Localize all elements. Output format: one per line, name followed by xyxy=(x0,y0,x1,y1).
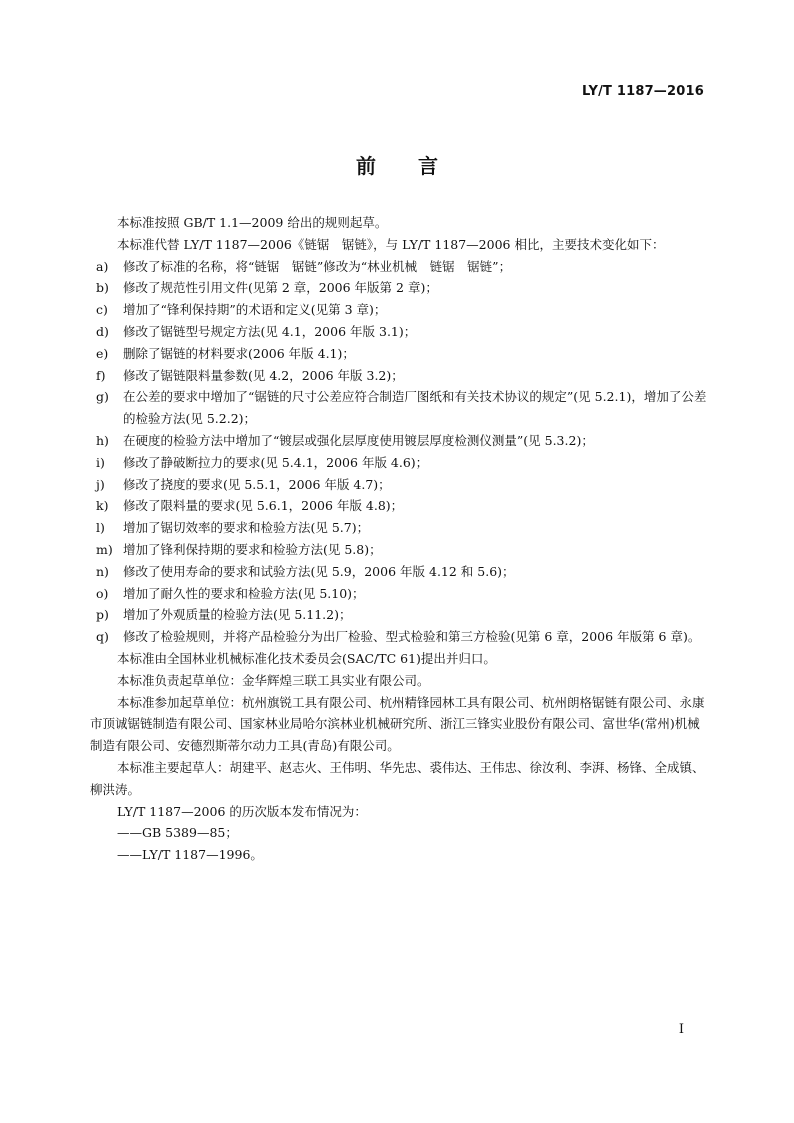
list-item xyxy=(96,517,707,539)
main-drafters-paragraph: 本标准主要起草人：胡建平、赵志火、王伟明、华先忠、裘伟达、王伟忠、徐汝利、李湃、杨锋、全成镇、柳洪涛。 xyxy=(90,759,705,797)
list-item xyxy=(96,474,707,496)
list-marker: b) xyxy=(96,280,109,296)
list-marker: n) xyxy=(96,563,109,579)
list-marker: f) xyxy=(96,367,106,383)
list-marker: d) xyxy=(96,323,109,339)
list-text: 修改了锯链限料量参数(见 4.2，2006 年版 3.2)； xyxy=(123,367,404,383)
page-number: I xyxy=(678,1022,684,1037)
list-text: 在硬度的检验方法中增加了“镀层或强化层厚度使用镀层厚度检测仪测量”(见 5.3.2)； xyxy=(123,432,594,448)
title-char-2: 言 xyxy=(418,154,438,178)
list-item xyxy=(96,539,707,561)
list-marker: o) xyxy=(96,585,109,601)
list-item xyxy=(96,277,707,299)
document-body xyxy=(90,212,707,866)
list-marker: h) xyxy=(96,432,109,448)
list-item xyxy=(96,604,707,626)
list-text: 在公差的要求中增加了“锯链的尺寸公差应符合制造厂图纸和有关技术协议的规定”(见 5.2.1)，增加了公差的检验方法(见 5.2.2)； xyxy=(123,389,707,427)
intro-paragraph-1: 本标准按照 GB/T 1.1—2009 给出的规则起草。 xyxy=(117,215,388,230)
list-item xyxy=(96,561,707,583)
list-marker: k) xyxy=(96,498,109,514)
list-text: 修改了标准的名称，将“链锯 锯链”修改为“林业机械 链锯 锯链”； xyxy=(123,258,512,274)
list-item xyxy=(96,583,707,605)
list-text: 修改了使用寿命的要求和试验方法(见 5.9，2006 年版 4.12 和 5.6)； xyxy=(123,563,515,579)
list-item xyxy=(96,343,707,365)
list-text: 删除了锯链的材料要求(2006 年版 4.1)； xyxy=(123,345,355,361)
list-item xyxy=(96,256,707,278)
list-marker: i) xyxy=(96,454,105,470)
list-marker: p) xyxy=(96,607,109,623)
list-marker: m) xyxy=(96,541,113,557)
intro-paragraph-2: 本标准代替 LY/T 1187—2006《链锯 锯链》，与 LY/T 1187—2006 相比，主要技术变化如下： xyxy=(117,236,665,252)
participating-units-paragraph: 本标准参加起草单位：杭州旗锐工具有限公司、杭州精锋园林工具有限公司、杭州朗格锯链有限公司、永康市顶诚锯链制造有限公司、国家林业局哈尔滨林业机械研究所、浙江三锋实业股份有限公司、富世华(常州)机械制造有限公司、安德烈斯蒂尔动力工具(青岛)有限公司。 xyxy=(90,694,705,754)
lead-drafter-paragraph: 本标准负责起草单位：金华辉煌三联工具实业有限公司。 xyxy=(117,672,430,688)
list-text: 修改了锯链型号规定方法(见 4.1，2006 年版 3.1)； xyxy=(123,323,417,339)
title-char-1: 前 xyxy=(356,154,376,178)
list-item xyxy=(96,365,707,387)
history-heading: LY/T 1187—2006 的历次版本发布情况为： xyxy=(117,803,367,819)
proposer-paragraph: 本标准由全国林业机械标准化技术委员会(SAC/TC 61)提出并归口。 xyxy=(117,650,496,666)
changes-list xyxy=(96,256,707,648)
list-text: 增加了“锋利保持期”的术语和定义(见第 3 章)； xyxy=(123,302,387,318)
list-text: 增加了外观质量的检验方法(见 5.11.2)； xyxy=(123,607,352,623)
list-marker: e) xyxy=(96,345,109,361)
list-item xyxy=(96,321,707,343)
list-marker: q) xyxy=(96,629,109,645)
list-item xyxy=(96,495,707,517)
list-marker: g) xyxy=(96,389,109,405)
list-text: 修改了检验规则，并将产品检验分为出厂检验、型式检验和第三方检验(见第 6 章，2006 年版第 6 章)。 xyxy=(123,629,701,645)
list-text: 修改了限料量的要求(见 5.6.1，2006 年版 4.8)； xyxy=(123,498,404,514)
list-item xyxy=(96,299,707,321)
list-text: 修改了规范性引用文件(见第 2 章，2006 年版第 2 章)； xyxy=(123,280,438,296)
list-text: 增加了耐久性的要求和检验方法(见 5.10)； xyxy=(123,585,365,601)
list-item xyxy=(96,386,707,430)
list-marker: l) xyxy=(96,520,105,536)
list-item xyxy=(96,430,707,452)
list-marker: a) xyxy=(96,258,109,274)
list-text: 修改了静破断拉力的要求(见 5.4.1，2006 年版 4.6)； xyxy=(123,454,429,470)
list-marker: j) xyxy=(96,476,105,492)
page-title xyxy=(0,150,794,179)
list-marker: c) xyxy=(96,302,108,318)
list-item xyxy=(96,452,707,474)
list-text: 增加了锋利保持期的要求和检验方法(见 5.8)； xyxy=(123,541,382,557)
list-text: 增加了锯切效率的要求和检验方法(见 5.7)； xyxy=(123,520,370,536)
list-item xyxy=(96,626,707,648)
list-text: 修改了挠度的要求(见 5.5.1，2006 年版 4.7)； xyxy=(123,476,391,492)
history-item: ——GB 5389—85； xyxy=(117,825,238,841)
standard-code: LY/T 1187—2016 xyxy=(582,84,704,99)
history-item: ——LY/T 1187—1996。 xyxy=(117,847,263,863)
